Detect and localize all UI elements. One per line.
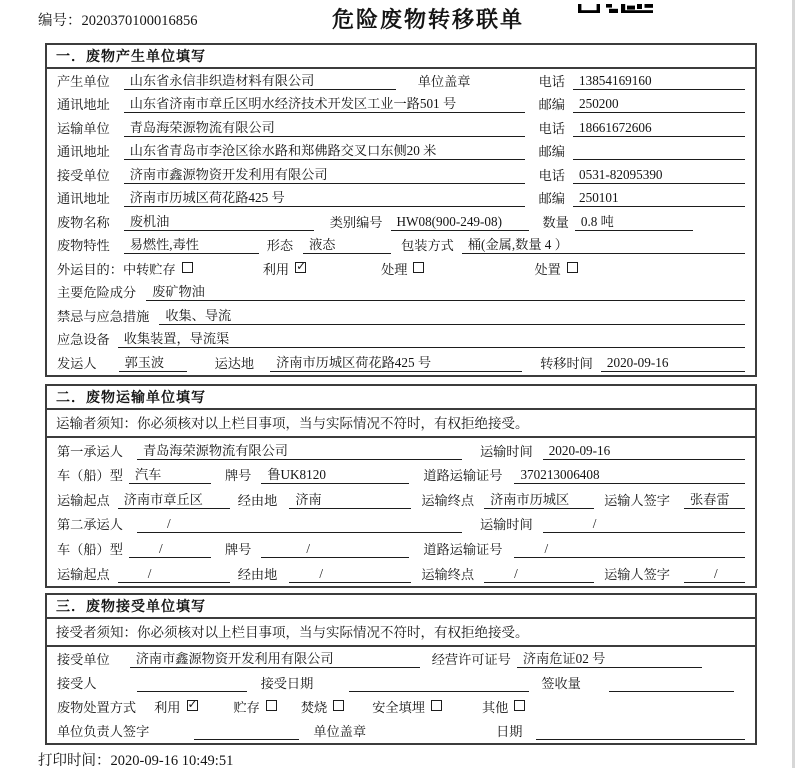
checkbox-icon xyxy=(514,700,525,711)
option-label: 处置 xyxy=(534,261,561,277)
producer-zip-label: 邮编 xyxy=(538,97,565,112)
checkbox-icon xyxy=(431,700,442,711)
option-label: 安全填埋 xyxy=(372,700,425,715)
receiver-address-value: 济南市历城区荷花路425 号 xyxy=(124,187,525,207)
unit-seal-label: 单位盖章 xyxy=(313,724,367,739)
shipper-label: 发运人 xyxy=(57,355,97,371)
carrier2-label: 第二承运人 xyxy=(57,517,123,533)
form-number-value: 2020370100016856 xyxy=(81,13,198,29)
waste-qty-value: 0.8 吨 xyxy=(575,211,693,231)
vehicle1-cert-value: 370213006408 xyxy=(514,467,745,484)
purpose-option-storage xyxy=(123,259,193,278)
waste-props-label: 废物特性 xyxy=(57,238,110,253)
route1-start-value: 济南市章丘区 xyxy=(118,489,230,509)
vehicle2-cert-label: 道路运输证号 xyxy=(423,541,503,557)
option-label: 处理 xyxy=(381,261,408,277)
route1-via-label: 经由地 xyxy=(237,492,278,508)
signed-qty-label: 签收量 xyxy=(541,676,581,691)
waste-pack-value: 桶(金属,数量 4 ） xyxy=(462,234,745,254)
hazard-value: 废矿物油 xyxy=(146,281,745,301)
checkbox-icon xyxy=(333,700,344,711)
print-time-value: 2020-09-16 10:49:51 xyxy=(110,753,234,768)
waste-name-label: 废物名称 xyxy=(57,214,110,230)
emergency-value: 收集、导流 xyxy=(159,305,745,325)
checkbox-icon xyxy=(567,262,578,273)
option-label: 利用 xyxy=(262,261,290,277)
waste-code-label: 类别编号 xyxy=(329,214,383,230)
waste-form-label: 形态 xyxy=(266,238,294,253)
checkbox-icon xyxy=(182,262,193,273)
page-right-edge-divider xyxy=(792,0,795,768)
waste-code-value: HW08(900-249-08) xyxy=(391,214,529,231)
route1-start-label: 运输起点 xyxy=(57,492,110,508)
print-time xyxy=(38,749,233,768)
transporter-zip-value xyxy=(573,145,745,160)
route1-sign-value: 张春雷 xyxy=(684,489,745,509)
checkbox-checked-icon xyxy=(295,262,306,273)
row-producer-address xyxy=(47,93,755,117)
option-label: 其他 xyxy=(482,700,509,715)
route1-end-label: 运输终点 xyxy=(421,492,475,508)
route2-end-label: 运输终点 xyxy=(421,566,475,582)
carrier1-label: 第一承运人 xyxy=(57,443,123,459)
purpose-option-dispose xyxy=(534,259,577,278)
shipper-value: 郭玉波 xyxy=(119,352,187,372)
row-transporter xyxy=(47,116,755,140)
producer-label: 产生单位 xyxy=(57,73,110,89)
disposal-label: 废物处置方式 xyxy=(57,700,137,715)
row-transfer-purpose xyxy=(47,257,755,281)
row-receiver xyxy=(47,163,755,187)
responsible-sign-label: 单位负责人签字 xyxy=(57,724,150,739)
vehicle2-plate-label: 牌号 xyxy=(224,541,252,557)
route2-start-label: 运输起点 xyxy=(57,566,110,582)
route1-end-value: 济南市历城区 xyxy=(484,489,594,509)
row-emergency-equipment xyxy=(47,328,755,352)
disposal-option-incinerate xyxy=(301,697,344,716)
disposal-option-landfill xyxy=(372,697,442,716)
carrier2-value: / xyxy=(137,516,462,533)
carrier2-time-value: / xyxy=(543,516,745,533)
producer-address-value: 山东省济南市章丘区明水经济技术开发区工业一路501 号 xyxy=(124,93,525,113)
waste-qty-label: 数量 xyxy=(542,214,569,230)
responsible-sign-value xyxy=(194,725,299,740)
transporter-notice: 运输者须知：你必须核对以上栏目事项，当与实际情况不符时，有权拒绝接受。 xyxy=(47,410,755,438)
print-time-label: 打印时间： xyxy=(38,753,111,768)
receiver-zip-label: 邮编 xyxy=(538,191,565,206)
producer-phone-label: 电话 xyxy=(538,73,565,89)
producer-zip-value: 250200 xyxy=(573,96,745,113)
option-label: 贮存 xyxy=(233,700,260,715)
accept-date-value xyxy=(349,677,529,692)
row-vehicle1 xyxy=(47,463,755,488)
row-hazard-components xyxy=(47,281,755,305)
row-route2 xyxy=(47,561,755,586)
transporter-zip-label: 邮编 xyxy=(538,144,565,159)
option-label: 焚烧 xyxy=(300,700,328,715)
receiver-address-label: 通讯地址 xyxy=(57,191,110,206)
transporter-label: 运输单位 xyxy=(57,120,110,136)
transporter-phone-value: 18661672606 xyxy=(573,120,745,137)
purpose-label: 外运目的： xyxy=(57,261,123,277)
producer-value: 山东省永信非织造材料有限公司 xyxy=(124,70,396,90)
vehicle1-plate-value: 鲁UK8120 xyxy=(261,464,409,484)
option-label: 利用 xyxy=(154,700,181,715)
row-responsible-signature xyxy=(47,719,755,743)
producer-phone-value: 13854169160 xyxy=(573,73,745,90)
receiver-phone-label: 电话 xyxy=(538,167,565,183)
vehicle1-cert-label: 道路运输证号 xyxy=(423,468,503,484)
disposal-option-other xyxy=(482,697,525,716)
date-value xyxy=(536,725,745,740)
waste-name-value: 废机油 xyxy=(124,211,314,231)
waste-pack-label: 包装方式 xyxy=(401,238,454,253)
section-producer-header: 一．废物产生单位填写 xyxy=(47,45,755,69)
hazard-label: 主要危险成分 xyxy=(57,285,137,300)
qr-code-icon xyxy=(578,0,653,18)
transporter-phone-label: 电话 xyxy=(538,120,565,136)
transporter-address-value: 山东省青岛市李沧区徐水路和郑佛路交叉口东侧20 米 xyxy=(124,140,525,160)
row-waste-properties xyxy=(47,234,755,258)
equipment-value: 收集装置，导流渠 xyxy=(118,328,745,348)
transfer-time-value: 2020-09-16 xyxy=(601,355,745,372)
emergency-label: 禁忌与应急措施 xyxy=(57,308,150,324)
row-disposal-method xyxy=(47,695,755,719)
row-receiver-address xyxy=(47,187,755,211)
row-carrier1 xyxy=(47,438,755,463)
row-carrier2 xyxy=(47,512,755,537)
receiver-notice: 接受者须知：你必须核对以上栏目事项，当与实际情况不符时，有权拒绝接受。 xyxy=(47,619,755,647)
acceptor-value xyxy=(137,677,247,692)
purpose-option-utilize xyxy=(263,259,306,278)
equipment-label: 应急设备 xyxy=(57,332,110,347)
receiver-zip-value: 250101 xyxy=(573,190,745,207)
purpose-option-treat xyxy=(381,259,424,278)
carrier2-time-label: 运输时间 xyxy=(479,517,533,533)
vehicle1-type-value: 汽车 xyxy=(129,464,211,484)
option-label: 中转贮存 xyxy=(122,261,176,277)
acceptor-label: 接受人 xyxy=(57,676,97,691)
vehicle2-cert-value: / xyxy=(514,541,745,558)
receiving-unit-label: 接受单位 xyxy=(57,652,110,667)
section-producer xyxy=(45,43,757,377)
row-producer xyxy=(47,69,755,93)
row-acceptor xyxy=(47,671,755,695)
transfer-time-label: 转移时间 xyxy=(540,355,593,371)
checkbox-checked-icon xyxy=(187,700,198,711)
vehicle2-type-value: / xyxy=(129,541,211,558)
transporter-value: 青岛海荣源物流有限公司 xyxy=(124,117,525,137)
row-emergency-measures xyxy=(47,304,755,328)
section-receiver xyxy=(45,593,757,745)
form-number-label: 编号： xyxy=(38,13,82,29)
transporter-address-label: 通讯地址 xyxy=(57,144,110,159)
carrier1-value: 青岛海荣源物流有限公司 xyxy=(137,440,462,460)
producer-seal-label: 单位盖章 xyxy=(417,73,471,89)
route2-sign-value: / xyxy=(684,566,745,583)
route2-end-value: / xyxy=(484,566,594,583)
section-transporter xyxy=(45,384,757,588)
signed-qty-value xyxy=(609,677,734,692)
receiver-value: 济南市鑫源物资开发利用有限公司 xyxy=(124,164,525,184)
form-number xyxy=(38,9,198,30)
route2-sign-label: 运输人签字 xyxy=(604,566,670,582)
permit-label: 经营许可证号 xyxy=(431,652,511,667)
route1-sign-label: 运输人签字 xyxy=(604,492,670,508)
row-transporter-address xyxy=(47,140,755,164)
row-shipper xyxy=(47,351,755,375)
route2-start-value: / xyxy=(118,566,230,583)
destination-value: 济南市历城区荷花路425 号 xyxy=(270,352,522,372)
waste-props-value: 易燃性,毒性 xyxy=(124,234,259,254)
row-waste-name xyxy=(47,210,755,234)
permit-value: 济南危证02 号 xyxy=(517,648,702,668)
accept-date-label: 接受日期 xyxy=(260,676,314,691)
disposal-option-utilize xyxy=(154,697,197,716)
route2-via-value: / xyxy=(289,566,411,583)
receiving-unit-value: 济南市鑫源物资开发利用有限公司 xyxy=(130,648,420,668)
disposal-option-store xyxy=(234,697,277,716)
carrier1-time-label: 运输时间 xyxy=(479,443,533,459)
checkbox-icon xyxy=(413,262,424,273)
vehicle2-plate-value: / xyxy=(261,541,409,558)
section-receiver-header: 三．废物接受单位填写 xyxy=(47,595,755,619)
section-transporter-header: 二．废物运输单位填写 xyxy=(47,386,755,410)
checkbox-icon xyxy=(266,700,277,711)
route2-via-label: 经由地 xyxy=(237,566,278,582)
row-receiving-unit xyxy=(47,647,755,671)
row-route1 xyxy=(47,487,755,512)
receiver-phone-value: 0531-82095390 xyxy=(573,167,745,184)
vehicle2-label: 车（船）型 xyxy=(57,541,123,557)
page-title: 危险废物转移联单 xyxy=(332,7,525,32)
vehicle1-plate-label: 牌号 xyxy=(224,468,252,484)
date-label: 日期 xyxy=(496,724,523,739)
destination-label: 运达地 xyxy=(214,355,255,371)
row-vehicle2 xyxy=(47,536,755,561)
producer-address-label: 通讯地址 xyxy=(57,97,110,112)
vehicle1-label: 车（船）型 xyxy=(57,468,123,484)
carrier1-time-value: 2020-09-16 xyxy=(543,443,745,460)
route1-via-value: 济南 xyxy=(289,489,411,509)
receiver-label: 接受单位 xyxy=(57,167,110,183)
waste-form-value: 液态 xyxy=(303,234,391,254)
